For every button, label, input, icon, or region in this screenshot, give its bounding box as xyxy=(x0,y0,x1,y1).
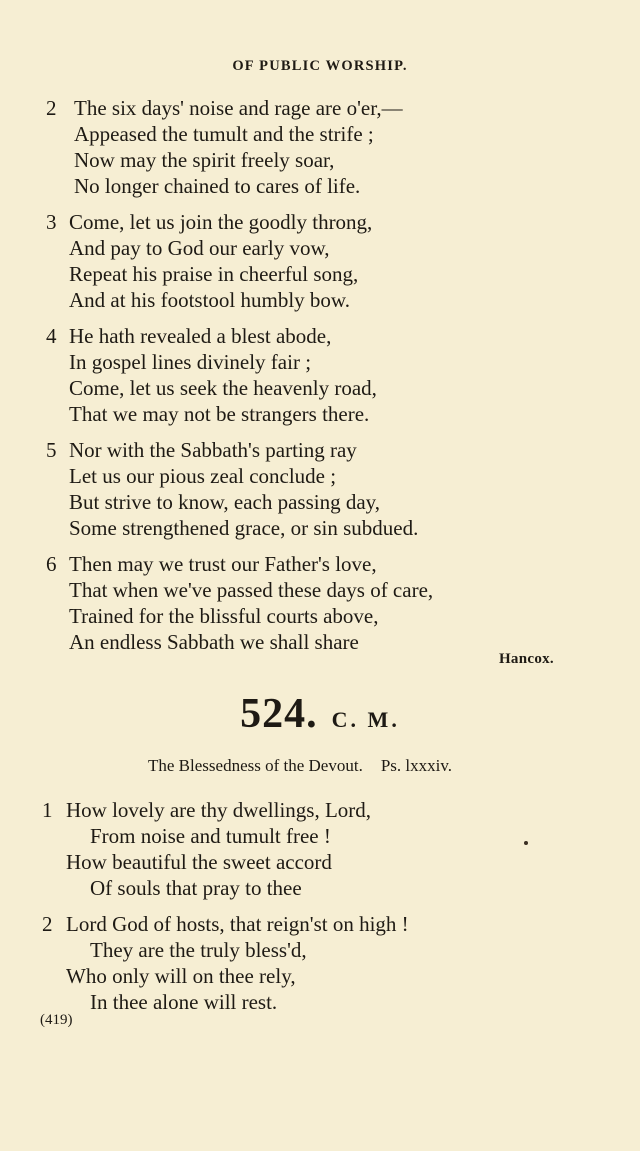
page-number: (419) xyxy=(40,1012,73,1028)
verse-number: 2 xyxy=(46,96,57,120)
ink-speck xyxy=(524,841,528,845)
verse-line: Appeased the tumult and the strife ; xyxy=(74,122,374,146)
verse-number: 3 xyxy=(46,210,57,234)
running-header: OF PUBLIC WORSHIP. xyxy=(232,58,408,74)
verse-line: Who only will on thee rely, xyxy=(66,964,296,988)
hymn-heading xyxy=(0,690,640,738)
verse-line: How beautiful the sweet accord xyxy=(66,850,332,874)
verse-line: The six days' noise and rage are o'er,— xyxy=(74,96,403,120)
verse-line: Nor with the Sabbath's parting ray xyxy=(69,438,357,462)
verse-line: That we may not be strangers there. xyxy=(69,402,370,426)
verse-line: Come, let us seek the heavenly road, xyxy=(69,376,377,400)
hymn-meter: C. M. xyxy=(331,707,400,732)
verse-line: They are the truly bless'd, xyxy=(90,938,307,962)
hymn-subtitle xyxy=(0,756,600,776)
verse-line: Repeat his praise in cheerful song, xyxy=(69,262,359,286)
verse-number: 4 xyxy=(46,324,57,348)
verse-line: Come, let us join the goodly throng, xyxy=(69,210,373,234)
verse-number: 2 xyxy=(42,912,53,936)
verse-line: In gospel lines divinely fair ; xyxy=(69,350,312,374)
author-attribution: Hancox. xyxy=(498,651,554,667)
verse-line: An endless Sabbath we shall share xyxy=(69,630,359,654)
verse-line: Let us our pious zeal conclude ; xyxy=(69,464,337,488)
verse-line: And at his footstool humbly bow. xyxy=(69,288,350,312)
verse-line: From noise and tumult free ! xyxy=(90,824,331,848)
verse-line: No longer chained to cares of life. xyxy=(74,174,361,198)
verse-line: Then may we trust our Father's love, xyxy=(69,552,377,576)
verse-line: Now may the spirit freely soar, xyxy=(74,148,335,172)
verse-line: In thee alone will rest. xyxy=(90,990,278,1014)
verse-line: He hath revealed a blest abode, xyxy=(69,324,332,348)
verse-line: But strive to know, each passing day, xyxy=(69,490,381,514)
verse-line: How lovely are thy dwellings, Lord, xyxy=(66,798,372,822)
verse-number: 5 xyxy=(46,438,57,462)
hymn-theme: The Blessedness of the Devout. xyxy=(148,756,363,775)
verse-line: And pay to God our early vow, xyxy=(69,236,330,260)
verse-line: Lord God of hosts, that reign'st on high ! xyxy=(66,912,409,936)
verse-line: Of souls that pray to thee xyxy=(90,876,302,900)
scripture-reference: Ps. lxxxiv. xyxy=(380,756,452,775)
verse-number: 6 xyxy=(46,552,57,576)
hymn-number: 524. xyxy=(240,691,318,737)
verse-line: Some strengthened grace, or sin subdued. xyxy=(69,516,419,540)
verse-line: Trained for the blissful courts above, xyxy=(69,604,379,628)
verse-number: 1 xyxy=(42,798,53,822)
verse-line: That when we've passed these days of care, xyxy=(69,578,434,602)
